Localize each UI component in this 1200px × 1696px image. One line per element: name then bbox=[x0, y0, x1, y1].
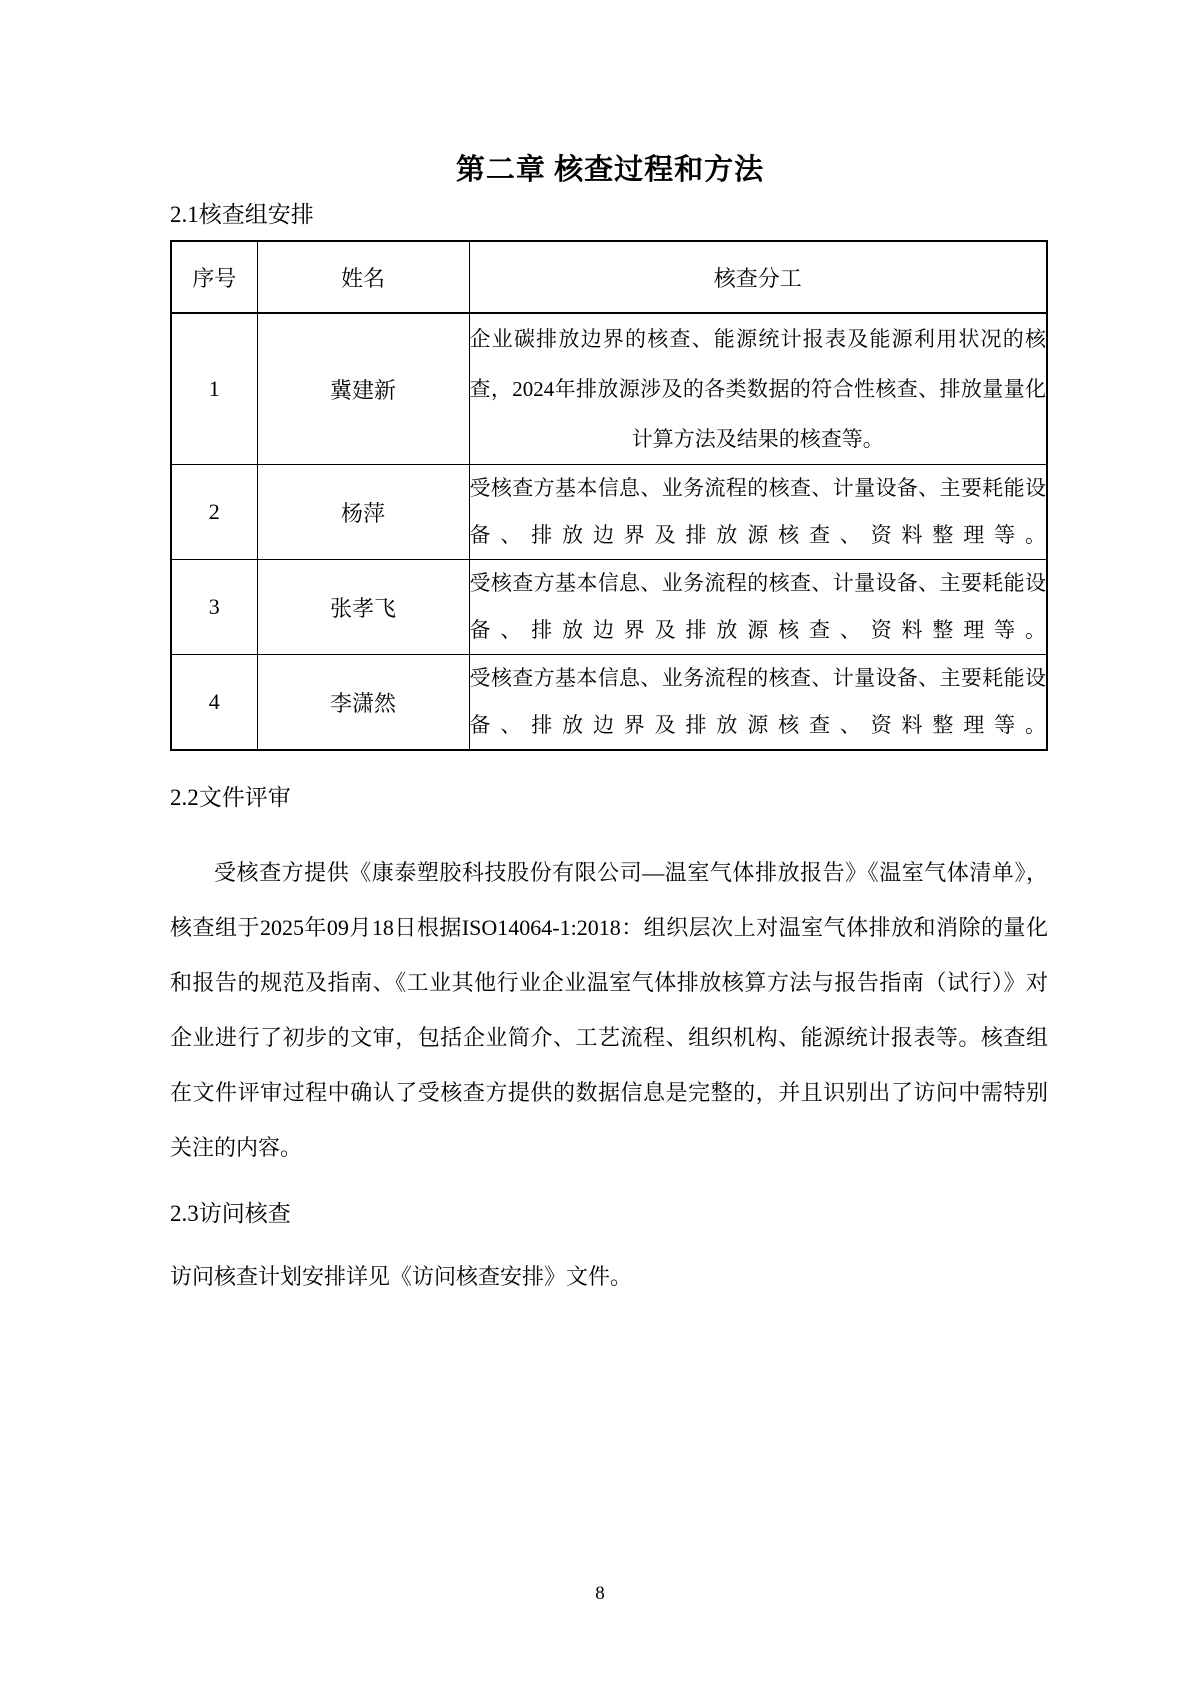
verification-team-table bbox=[170, 240, 1048, 751]
cell-duty: 受核查方基本信息、业务流程的核查、计量设备、主要耗能设备、排放边界及排放源核查、资料整理等。 bbox=[469, 465, 1047, 560]
header-name: 姓名 bbox=[257, 241, 469, 313]
chapter-title: 第二章 核查过程和方法 bbox=[455, 154, 765, 186]
table-header-row bbox=[171, 241, 1047, 313]
cell-serial-number: 1 bbox=[171, 313, 257, 465]
cell-serial-number: 2 bbox=[171, 465, 257, 560]
document-review-paragraph: 受核查方提供《康泰塑胶科技股份有限公司—温室气体排放报告》《温室气体清单》，核查组于2025年09月18日根据ISO14064-1:2018：组织层次上对温室气体排放和消除的量化和报告的规范及指南、《工业其他行业企业温室气体排放核算方法与报告指南（试行）》对企业进行了初步的文审，包括企业简介、工艺流程、组织机构、能源统计报表等。核查组在文件评审过程中确认了受核查方提供的数据信息是完整的，并且识别出了访问中需特别关注的内容。 bbox=[170, 860, 1048, 1160]
table-row bbox=[171, 313, 1047, 465]
cell-name: 张孝飞 bbox=[257, 560, 469, 655]
cell-duty: 受核查方基本信息、业务流程的核查、计量设备、主要耗能设备、排放边界及排放源核查、资料整理等。 bbox=[469, 655, 1047, 751]
section-2-3-heading: 2.3访问核查 bbox=[170, 1201, 291, 1226]
section-2-1-heading: 2.1核查组安排 bbox=[170, 202, 314, 227]
cell-serial-number: 3 bbox=[171, 560, 257, 655]
table-row bbox=[171, 655, 1047, 751]
page-number: 8 bbox=[595, 1583, 605, 1604]
cell-name: 李潇然 bbox=[257, 655, 469, 751]
cell-name: 杨萍 bbox=[257, 465, 469, 560]
header-serial-number: 序号 bbox=[171, 241, 257, 313]
table-row bbox=[171, 465, 1047, 560]
table-row bbox=[171, 560, 1047, 655]
cell-serial-number: 4 bbox=[171, 655, 257, 751]
cell-duty: 受核查方基本信息、业务流程的核查、计量设备、主要耗能设备、排放边界及排放源核查、资料整理等。 bbox=[469, 560, 1047, 655]
page-content bbox=[170, 0, 1050, 1304]
visit-verification-paragraph: 访问核查计划安排详见《访问核查安排》文件。 bbox=[170, 1264, 633, 1289]
cell-name: 冀建新 bbox=[257, 313, 469, 465]
header-duty: 核查分工 bbox=[469, 241, 1047, 313]
cell-duty: 企业碳排放边界的核查、能源统计报表及能源利用状况的核查，2024年排放源涉及的各类数据的符合性核查、排放量量化计算方法及结果的核查等。 bbox=[469, 313, 1047, 465]
section-2-2-heading: 2.2文件评审 bbox=[170, 785, 291, 810]
